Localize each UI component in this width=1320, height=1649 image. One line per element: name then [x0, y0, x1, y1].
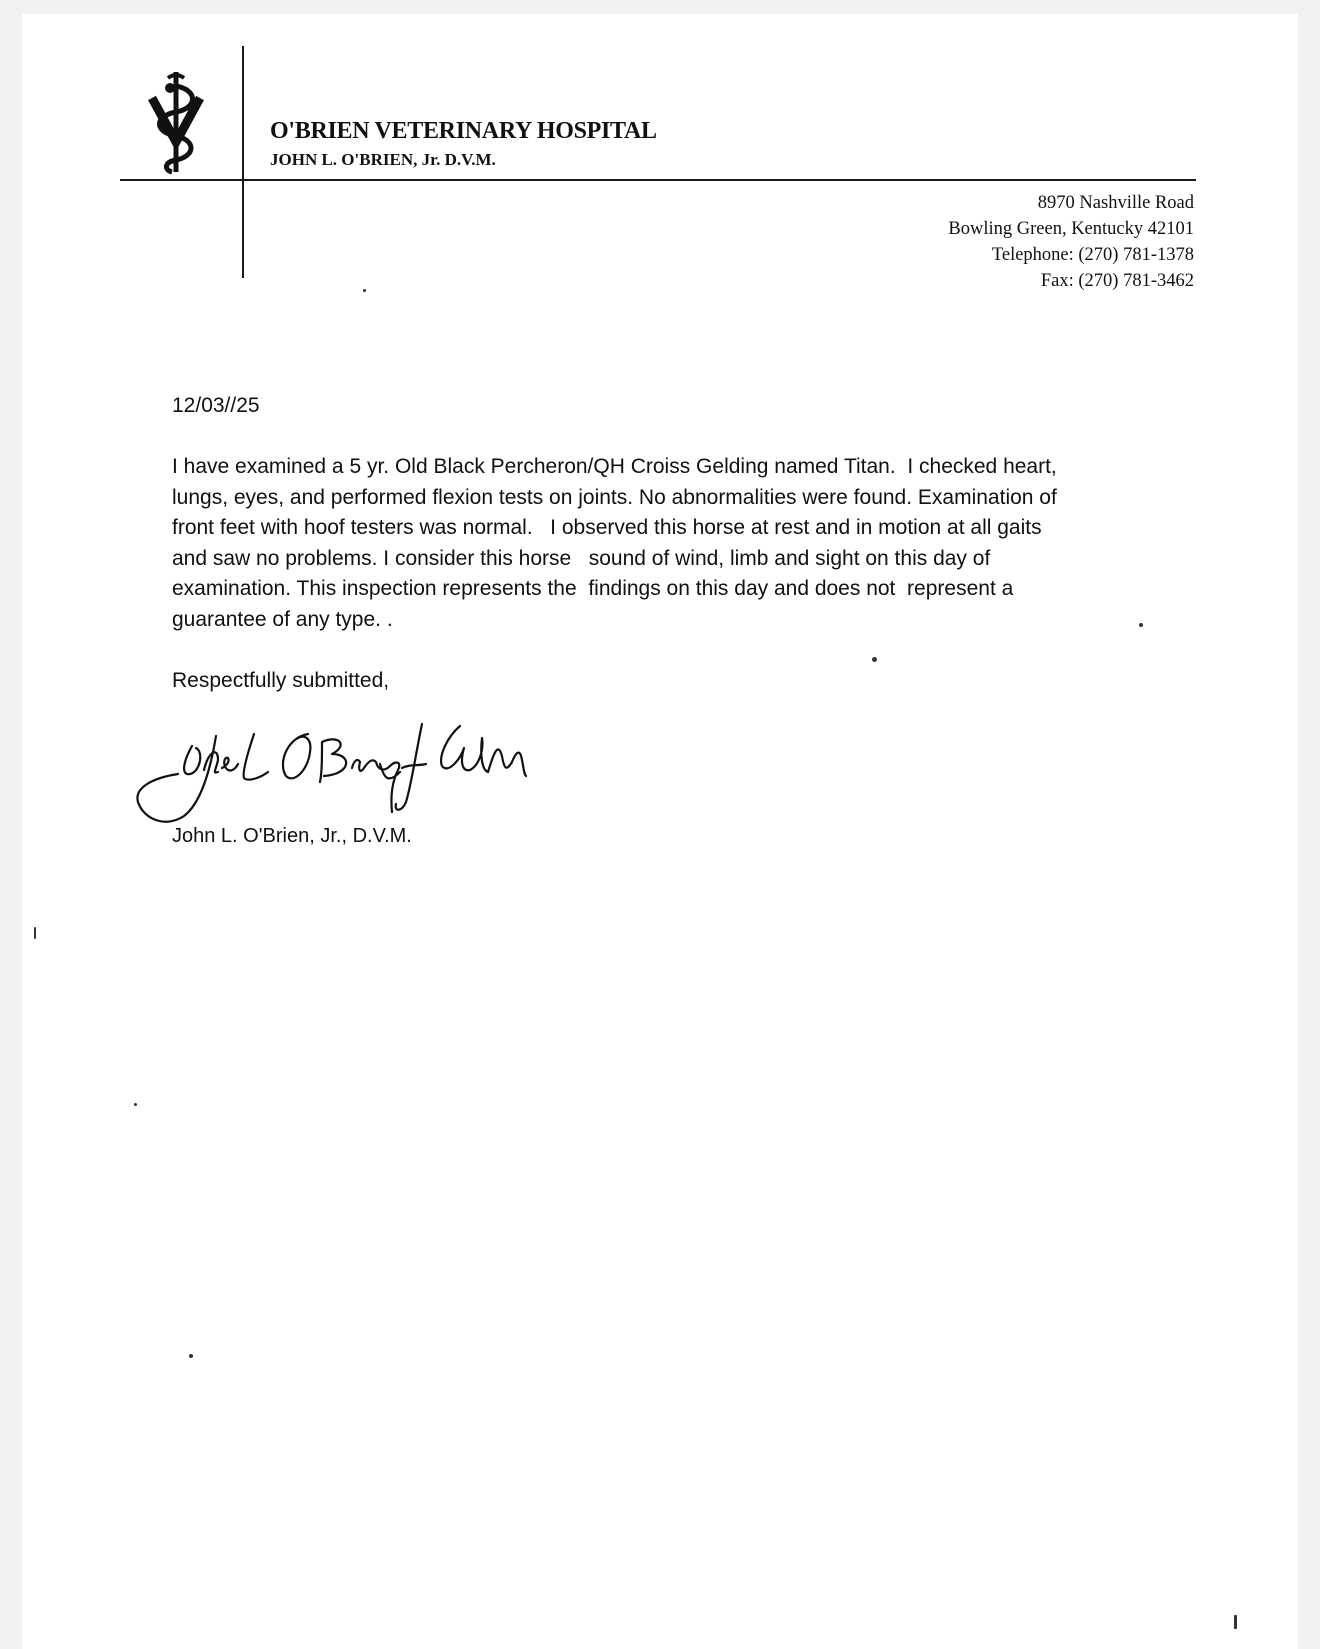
address-city: Bowling Green, Kentucky 42101	[948, 219, 1194, 239]
scan-speck	[189, 1354, 193, 1358]
body-line: lungs, eyes, and performed flexion tests on joints. No abnormalities were found. Examination of	[172, 485, 1057, 509]
letter-date: 12/03//25	[172, 394, 260, 417]
letter-body	[172, 452, 1172, 636]
body-line: guarantee of any type. .	[172, 607, 393, 631]
hospital-address	[948, 190, 1194, 294]
body-line: I have examined a 5 yr. Old Black Percheron/QH Croiss Gelding named Titan. I checked heart,	[172, 455, 1057, 478]
scan-speck	[1139, 623, 1143, 627]
hospital-name: O'BRIEN VETERINARY HOSPITAL	[270, 118, 657, 144]
address-street: 8970 Nashville Road	[1037, 193, 1194, 213]
address-telephone: Telephone: (270) 781-1378	[991, 245, 1194, 265]
scan-speck	[134, 1103, 137, 1106]
body-line: and saw no problems. I consider this horse sound of wind, limb and sight on this day of	[172, 546, 991, 570]
veterinary-caduceus-icon	[146, 68, 206, 178]
scan-speck	[363, 289, 366, 292]
body-line: front feet with hoof testers was normal. I observed this horse at rest and in motion at all gaits	[172, 516, 1042, 540]
body-line: examination. This inspection represents the findings on this day and does not represent a	[172, 577, 1014, 601]
scan-speck	[34, 927, 36, 939]
doctor-name: JOHN L. O'BRIEN, Jr. D.V.M.	[270, 150, 496, 169]
handwritten-signature	[126, 712, 566, 872]
scan-speck	[872, 657, 877, 662]
letterhead-vertical-rule	[242, 46, 244, 278]
scan-speck	[1234, 1615, 1237, 1629]
letterhead-horizontal-rule	[120, 179, 1196, 181]
signer-name: John L. O'Brien, Jr., D.V.M.	[172, 825, 412, 847]
address-fax: Fax: (270) 781-3462	[1040, 271, 1194, 291]
letter-closing: Respectfully submitted,	[172, 669, 390, 692]
